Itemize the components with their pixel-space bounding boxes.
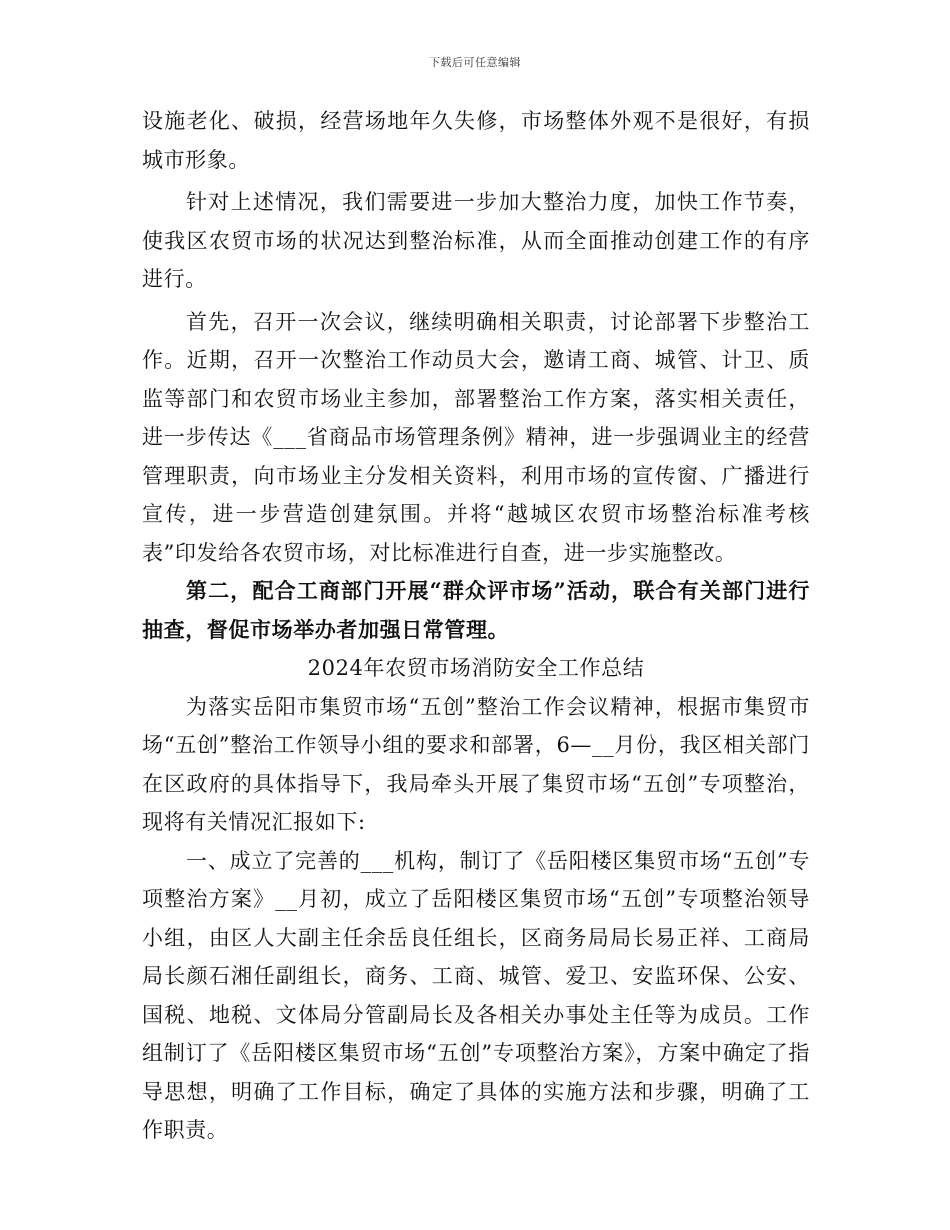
paragraph-first-step: 首先，召开一次会议，继续明确相关职责，讨论部署下步整治工作。近期，召开一次整治工作动员大会，邀请工商、城管、计卫、质监等部门和农贸市场业主参加，部署整治工作方案，落实相关责任，进一步传达《___省商品市场管理条例》精神，进一步强调业主的经营管理职责，向市场业主分发相关资料，利用市场的宣传窗、广播进行宣传，进一步营造创建氛围。并将“越城区农贸市场整治标准考核表”印发给各农贸市场，对比标准进行自查，进一步实施整改。 bbox=[142, 309, 810, 565]
paragraph-continuation: 设施老化、破损，经营场地年久失修，市场整体外观不是很好，有损城市形象。 bbox=[142, 109, 810, 172]
document-body bbox=[142, 102, 810, 1150]
paragraph-situation: 针对上述情况，我们需要进一步加大整治力度，加快工作节奏，使我区农贸市场的状况达到整治标准，从而全面推动创建工作的有序进行。 bbox=[142, 190, 810, 291]
paragraph-second-step: 第二，配合工商部门开展“群众评市场”活动，联合有关部门进行抽查，督促市场举办者加强日常管理。 bbox=[142, 578, 810, 642]
paragraph-section-one: 一、成立了完善的___机构，制订了《岳阳楼区集贸市场“五创”专项整治方案》__月初，成立了岳阳楼区集贸市场“五创”专项整治领导小组，由区人大副主任余岳良任组长，区商务局局长易正祥、工商局局长颜石湘任副组长，商务、工商、城管、爱卫、安监环保、公安、国税、地税、文体局分管副局长及各相关办事处主任等为成员。工作组制订了《岳阳楼区集贸市场“五创”专项整治方案》，方案中确定了指导思想，明确了工作目标，确定了具体的实施方法和步骤，明确了工作职责。 bbox=[142, 848, 810, 1142]
paragraph-intro: 为落实岳阳市集贸市场“五创”整治工作会议精神，根据市集贸市场“五创”整治工作领导小组的要求和部署，6—__月份，我区相关部门在区政府的具体指导下，我局牵头开展了集贸市场“五创”专项整治，现将有关情况汇报如下: bbox=[142, 694, 810, 834]
document-title: 2024年农贸市场消防安全工作总结 bbox=[307, 656, 645, 680]
page-header-note: 下载后可任意编辑 bbox=[429, 56, 521, 69]
